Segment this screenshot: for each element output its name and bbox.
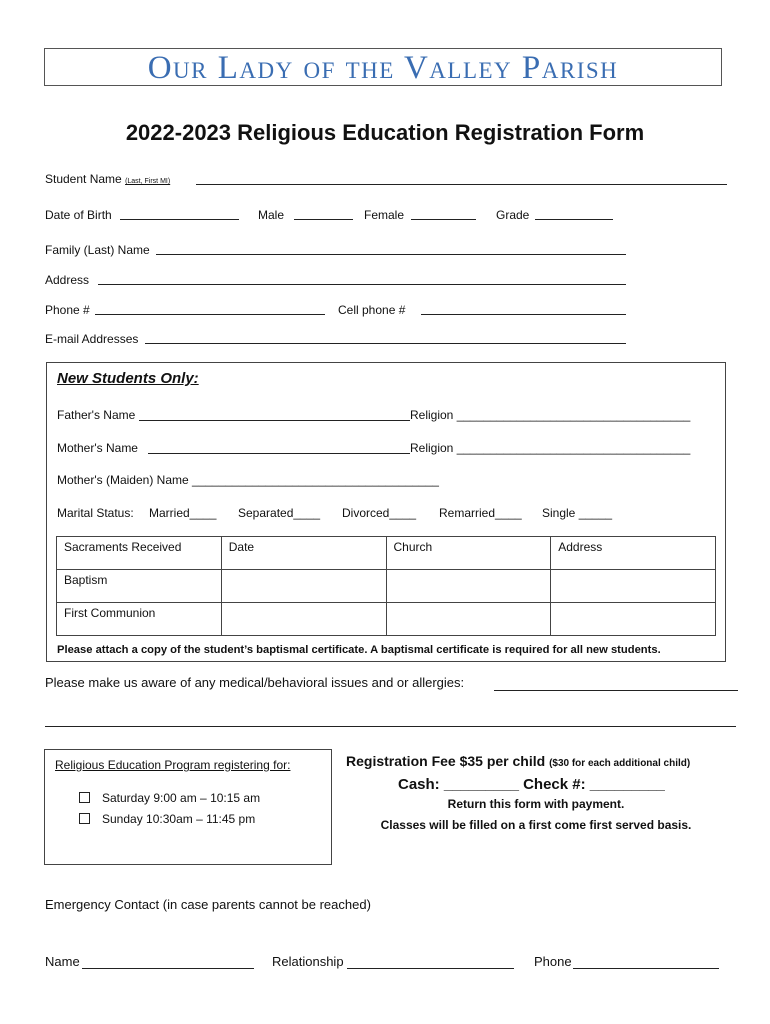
registration-fee: Registration Fee $35 per child ($30 for each additional child)	[346, 753, 691, 769]
separated-option[interactable]: Separated____	[238, 506, 321, 520]
medical-issues-field-2[interactable]	[45, 726, 736, 727]
address-field[interactable]	[98, 284, 626, 285]
dob-field[interactable]	[120, 219, 239, 220]
cell-phone-field[interactable]	[421, 314, 626, 315]
remarried-option[interactable]: Remarried____	[439, 506, 522, 520]
single-option[interactable]: Single _____	[542, 506, 613, 520]
communion-church-cell[interactable]	[386, 603, 551, 636]
cash-check-field[interactable]: Cash: _________ Check #: _________	[398, 776, 665, 793]
marital-status-label: Marital Status:	[57, 506, 134, 520]
medical-issues-field-1[interactable]	[494, 690, 738, 691]
phone-field[interactable]	[95, 314, 325, 315]
mother-name-label: Mother's Name	[57, 441, 138, 455]
classes-note: Classes will be filled on a first come first served basis.	[380, 818, 692, 832]
baptism-date-cell[interactable]	[221, 570, 386, 603]
address-label: Address	[45, 273, 90, 287]
baptismal-certificate-note: Please attach a copy of the student’s baptismal certificate. A baptismal certificate is required for all new students.	[57, 644, 661, 656]
table-row	[57, 603, 716, 636]
email-label: E-mail Addresses	[45, 332, 139, 346]
student-name-field[interactable]	[196, 184, 727, 185]
table-header: Date	[221, 537, 386, 570]
female-label: Female	[364, 208, 405, 222]
dob-label: Date of Birth	[45, 208, 112, 222]
father-name-label: Father's Name	[57, 408, 136, 422]
father-name-field[interactable]	[139, 420, 410, 421]
relationship-field[interactable]	[347, 968, 514, 969]
emergency-contact-title: Emergency Contact (in case parents cannot be reached)	[45, 897, 371, 912]
sacraments-table	[56, 536, 716, 636]
phone-label: Phone #	[45, 303, 90, 317]
emergency-phone-label: Phone	[534, 954, 572, 969]
parish-header	[44, 48, 722, 86]
table-header: Sacraments Received	[57, 537, 222, 570]
cell-phone-label: Cell phone #	[338, 303, 406, 317]
table-header: Address	[551, 537, 716, 570]
form-title: 2022-2023 Religious Education Registration Form	[125, 120, 645, 145]
communion-date-cell[interactable]	[221, 603, 386, 636]
emergency-name-label: Name	[45, 954, 80, 969]
table-header-row	[57, 537, 716, 570]
relationship-label: Relationship	[272, 954, 344, 969]
medical-issues-label: Please make us aware of any medical/behavioral issues and or allergies:	[45, 675, 465, 690]
male-field[interactable]	[294, 219, 353, 220]
grade-label: Grade	[496, 208, 530, 222]
mother-name-field[interactable]	[148, 453, 410, 454]
checkbox-icon[interactable]	[79, 813, 90, 824]
male-label: Male	[258, 208, 285, 222]
baptism-address-cell[interactable]	[551, 570, 716, 603]
family-name-label: Family (Last) Name	[45, 243, 150, 257]
baptism-church-cell[interactable]	[386, 570, 551, 603]
program-label: Religious Education Program registering for:	[55, 758, 291, 772]
communion-address-cell[interactable]	[551, 603, 716, 636]
grade-field[interactable]	[535, 219, 613, 220]
student-name-hint: (Last, First MI)	[125, 178, 171, 185]
saturday-option[interactable]: Saturday 9:00 am – 10:15 am	[79, 791, 260, 805]
table-header: Church	[386, 537, 551, 570]
father-religion[interactable]: Religion ___________________________________	[410, 408, 691, 422]
email-field[interactable]	[145, 343, 626, 344]
divorced-option[interactable]: Divorced____	[342, 506, 417, 520]
maiden-name[interactable]: Mother's (Maiden) Name _____________________________________	[57, 473, 439, 487]
table-row	[57, 570, 716, 603]
student-name-label: Student Name (Last, First MI)	[45, 172, 171, 186]
sacrament-name: First Communion	[57, 603, 222, 636]
family-name-field[interactable]	[156, 254, 626, 255]
married-option[interactable]: Married____	[149, 506, 217, 520]
emergency-name-field[interactable]	[82, 968, 254, 969]
new-students-title: New Students Only:	[57, 370, 199, 387]
emergency-phone-field[interactable]	[573, 968, 719, 969]
female-field[interactable]	[411, 219, 476, 220]
sacrament-name: Baptism	[57, 570, 222, 603]
checkbox-icon[interactable]	[79, 792, 90, 803]
additional-child-fee: ($30 for each additional child)	[549, 758, 691, 769]
return-note: Return this form with payment.	[447, 797, 625, 811]
parish-name: Our Lady of the Valley Parish	[147, 50, 619, 86]
sunday-option[interactable]: Sunday 10:30am – 11:45 pm	[79, 812, 255, 826]
mother-religion[interactable]: Religion ___________________________________	[410, 441, 691, 455]
